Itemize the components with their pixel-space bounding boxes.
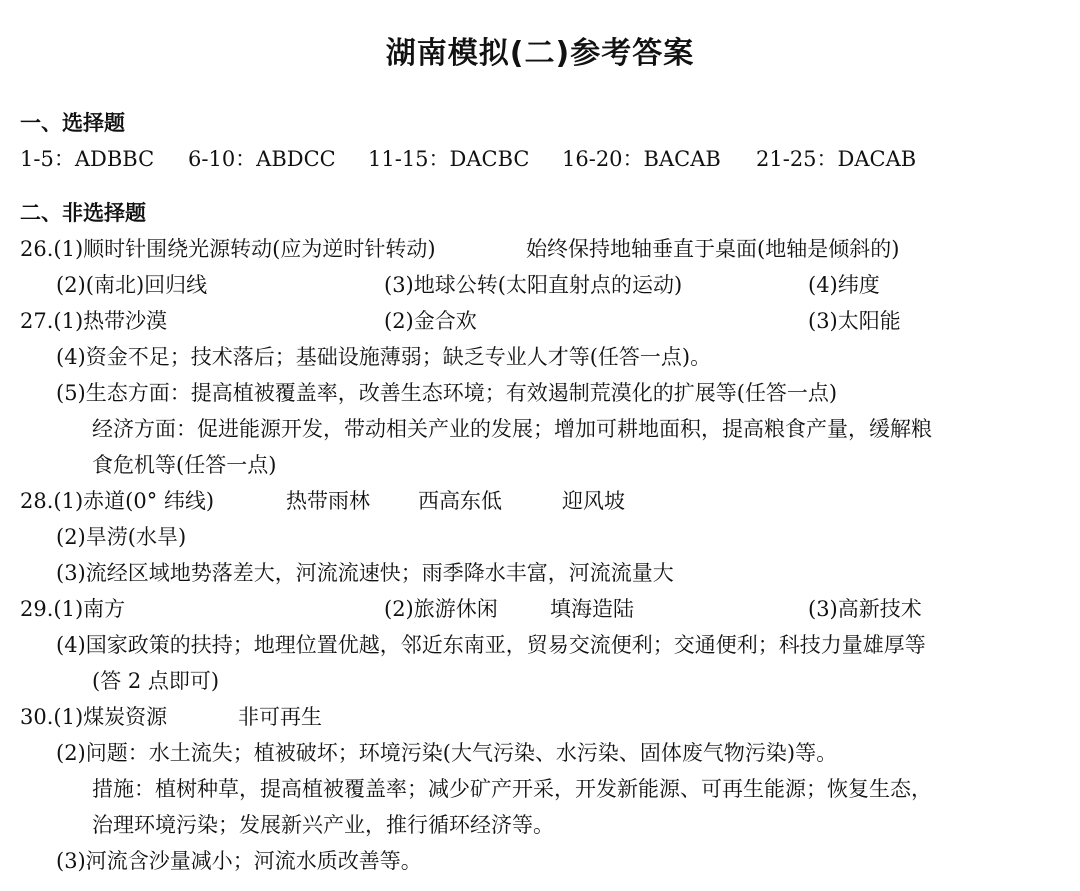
q26-part1-b: 始终保持地轴垂直于桌面(地轴是倾斜的) [526, 237, 900, 261]
q28-part1-c: 西高东低 [418, 489, 502, 513]
q26-part3: (3)地球公转(太阳直射点的运动) [384, 273, 683, 297]
q28-part1-b: 热带雨林 [286, 489, 370, 513]
q27-part3: (3)太阳能 [808, 309, 901, 333]
q27-part5-line2: 经济方面：促进能源开发，带动相关产业的发展；增加可耕地面积，提高粮食产量，缓解粮 [92, 417, 932, 441]
q29-part2-a: (2)旅游休闲 [384, 597, 498, 621]
q28-part1-d: 迎风坡 [562, 489, 625, 513]
q28-part2: (2)旱涝(水旱) [56, 525, 187, 549]
q27-part5-line1: (5)生态方面：提高植被覆盖率，改善生态环境；有效遏制荒漠化的扩展等(任答一点) [56, 381, 838, 405]
q27-part5-line3: 食危机等(任答一点) [92, 453, 277, 477]
q28-part1-a: 28.(1)赤道(0° 纬线) [20, 489, 215, 513]
q29-part4-line1: (4)国家政策的扶持；地理位置优越，邻近东南亚，贸易交流便利；交通便利；科技力量雄厚等 [56, 633, 926, 657]
mc-answer-6-10: 6-10：ABDCC [188, 147, 336, 171]
q30-part2-line1: (2)问题：水土流失；植被破坏；环境污染(大气污染、水污染、固体废气物污染)等。 [56, 741, 838, 765]
q27-part2: (2)金合欢 [384, 309, 477, 333]
q30-part3: (3)河流含沙量减小；河流水质改善等。 [56, 849, 422, 873]
q30-part2-line3: 治理环境污染；发展新兴产业，推行循环经济等。 [92, 813, 554, 837]
q29-part2-b: 填海造陆 [550, 597, 634, 621]
section2-heading: 二、非选择题 [20, 201, 146, 225]
q27-part1: 27.(1)热带沙漠 [20, 309, 168, 333]
mc-answer-21-25: 21-25：DACAB [756, 147, 917, 171]
mc-answer-16-20: 16-20：BACAB [562, 147, 721, 171]
q30-part1-a: 30.(1)煤炭资源 [20, 705, 168, 729]
q30-part2-line2: 措施：植树种草，提高植被覆盖率；减少矿产开采，开发新能源、可再生能源；恢复生态， [92, 777, 932, 801]
mc-answer-11-15: 11-15：DACBC [368, 147, 530, 171]
q29-part1: 29.(1)南方 [20, 597, 126, 621]
mc-answer-1-5: 1-5：ADBBC [20, 147, 155, 171]
q29-part3: (3)高新技术 [808, 597, 922, 621]
q28-part3: (3)流经区域地势落差大，河流流速快；雨季降水丰富，河流流量大 [56, 561, 674, 585]
q26-part2: (2)(南北)回归线 [56, 273, 208, 297]
page-title: 湖南模拟(二)参考答案 [385, 36, 695, 71]
q27-part4: (4)资金不足；技术落后；基础设施薄弱；缺乏专业人才等(任答一点)。 [56, 345, 712, 369]
section1-heading: 一、选择题 [20, 111, 125, 135]
q26-part1-a: 26.(1)顺时针围绕光源转动(应为逆时针转动) [20, 237, 436, 261]
q29-part4-line2: (答 2 点即可) [92, 669, 220, 693]
q26-part4: (4)纬度 [808, 273, 880, 297]
q30-part1-b: 非可再生 [238, 705, 322, 729]
